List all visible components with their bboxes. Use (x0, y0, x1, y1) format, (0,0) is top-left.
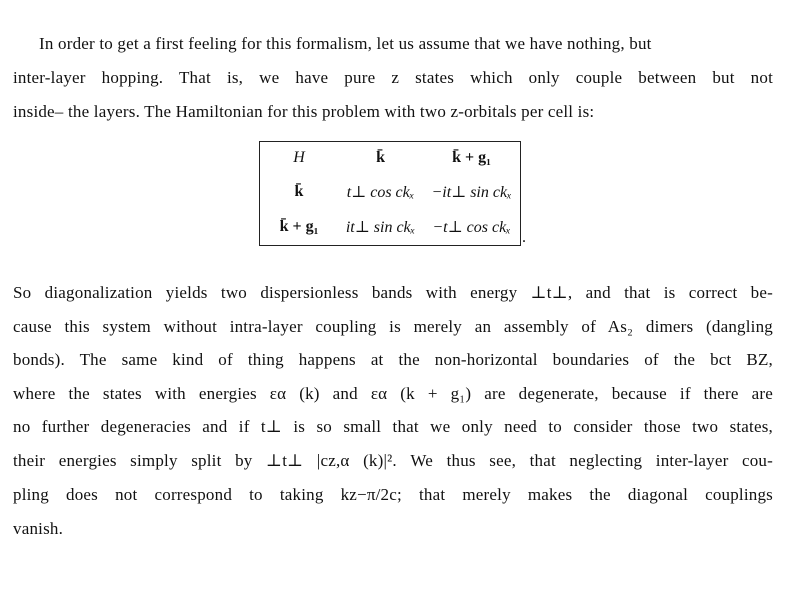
text-line: bonds). The same kind of thing happens at the non-horizontal boundaries of the bct BZ, (13, 350, 773, 369)
matrix-cell: it⊥ sin ckₓ (345, 219, 416, 237)
text-line: their energies simply split by ⊥t⊥ |cz,α (k)|². We thus see, that neglecting inter-layer cou- (13, 451, 773, 470)
matrix-cell: t⊥ cos ckₓ (346, 183, 415, 201)
matrix-cell: −t⊥ cos ckₓ (432, 219, 511, 237)
matrix-period: . (522, 229, 526, 246)
text-line: inside– the layers. The Hamiltonian for this problem with two z-orbitals per cell is: (13, 102, 595, 121)
text-line: So diagonalization yields two dispersionless bands with energy ⊥t⊥, and that is correct be- (13, 283, 773, 302)
matrix-row-label: k̄ + g₁ (279, 218, 319, 236)
text-line: In order to get a first feeling for this formalism, let us assume that we have nothing, but (39, 34, 652, 53)
text-line: inter-layer hopping. That is, we have pure z states which only couple between but not (13, 68, 773, 87)
matrix-header-cell: k̄ (376, 148, 385, 166)
matrix-header-cell: H (293, 148, 305, 166)
text-line: pling does not correspond to taking kz−π/2c; that merely makes the diagonal couplings (13, 485, 773, 504)
text-line: where the states with energies εα (k) and εα (k + g₁) are degenerate, because if there are (13, 384, 773, 403)
matrix-row-label: k̄ (294, 182, 304, 200)
matrix-cell: −it⊥ sin ckₓ (431, 183, 512, 201)
text-line: no further degeneracies and if t⊥ is so small that we only need to consider those two states, (13, 417, 773, 436)
matrix-header-cell: k̄ + g₁ (452, 148, 491, 166)
text-line: cause this system without intra-layer coupling is merely an assembly of As₂ dimers (dangling (13, 317, 773, 336)
hamiltonian-matrix (259, 141, 521, 246)
text-line: vanish. (13, 519, 64, 538)
